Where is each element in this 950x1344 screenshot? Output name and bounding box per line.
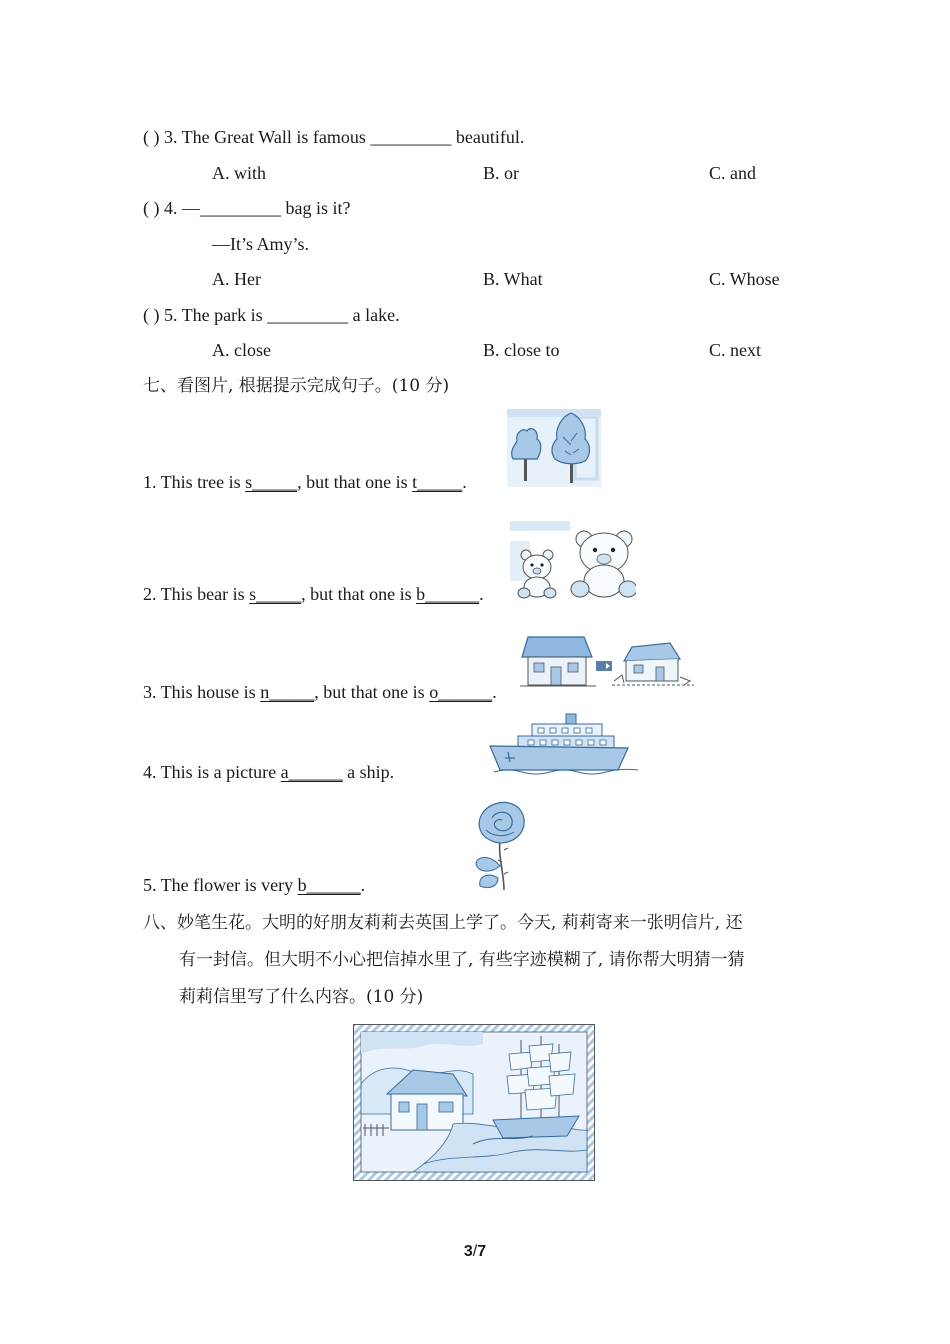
- answer-bracket: ( ): [143, 305, 160, 325]
- blank: b______: [416, 584, 480, 604]
- sentence-text: .: [492, 682, 497, 702]
- blank: s_____: [245, 472, 298, 492]
- sentence-4: [143, 761, 394, 783]
- sentence-5: [143, 874, 365, 896]
- sentence-text: 3. This house is: [143, 682, 261, 702]
- total-pages: 7: [477, 1243, 487, 1260]
- option-b: B. or: [483, 163, 519, 183]
- option-c: C. Whose: [709, 269, 780, 289]
- sentence-text: , but that one is: [297, 472, 413, 492]
- option-c: C. and: [709, 163, 756, 183]
- blank: t_____: [412, 472, 463, 492]
- sentence-text: 5. The flower is very: [143, 875, 298, 895]
- sentence-text: .: [360, 875, 366, 895]
- sentence-text: 2. This bear is: [143, 584, 250, 604]
- question-3: [143, 126, 524, 148]
- blank: n_____: [260, 682, 315, 702]
- option-b: B. What: [483, 269, 543, 289]
- section-8-line-1: 八、妙笔生花。大明的好朋友莉莉去英国上学了。今天, 莉莉寄来一张明信片, 还: [143, 913, 743, 933]
- section-7-title: 七、看图片, 根据提示完成句子。(10 分): [143, 376, 450, 396]
- question-4: [143, 197, 351, 219]
- sentence-3: [143, 681, 497, 703]
- section-8-line-2: 有一封信。但大明不小心把信掉水里了, 有些字迹模糊了, 请你帮大明猜一猜: [179, 950, 745, 970]
- blank: b______: [297, 875, 361, 895]
- answer-bracket: ( ): [143, 198, 160, 218]
- page-separator: /: [472, 1243, 478, 1260]
- sentence-text: 4. This is a picture: [143, 762, 281, 782]
- option-a: A. with: [212, 163, 266, 183]
- blank: o______: [429, 682, 493, 702]
- option-a: A. close: [212, 340, 271, 360]
- sentence-text: 1. This tree is: [143, 472, 246, 492]
- ship-picture: [488, 712, 646, 776]
- sentence-text: .: [479, 584, 484, 604]
- houses-picture: [520, 633, 696, 691]
- sentence-text: .: [462, 472, 467, 492]
- bears-picture: [508, 517, 636, 601]
- option-c: C. next: [709, 340, 761, 360]
- trees-picture: [505, 407, 603, 489]
- sentence-1: [143, 471, 467, 493]
- question-stem: 4. —_________ bag is it?: [164, 198, 351, 218]
- question-5: [143, 304, 400, 326]
- flower-picture: [470, 800, 534, 892]
- answer-bracket: ( ): [143, 127, 160, 147]
- option-a: A. Her: [212, 269, 261, 289]
- question-reply: —It’s Amy’s.: [212, 234, 310, 254]
- sentence-text: a ship.: [342, 762, 395, 782]
- question-stem: 5. The park is _________ a lake.: [164, 305, 400, 325]
- sentence-text: , but that one is: [314, 682, 430, 702]
- current-page: 3: [463, 1243, 473, 1260]
- question-stem: 3. The Great Wall is famous _________ beautiful.: [164, 127, 525, 147]
- blank: a______: [280, 762, 343, 782]
- sentence-text: , but that one is: [301, 584, 417, 604]
- postcard-picture: [353, 1024, 595, 1181]
- page-number: [0, 1243, 950, 1261]
- blank: s_____: [249, 584, 302, 604]
- section-8-line-3: 莉莉信里写了什么内容。(10 分): [179, 987, 424, 1007]
- option-b: B. close to: [483, 340, 560, 360]
- sentence-2: [143, 583, 484, 605]
